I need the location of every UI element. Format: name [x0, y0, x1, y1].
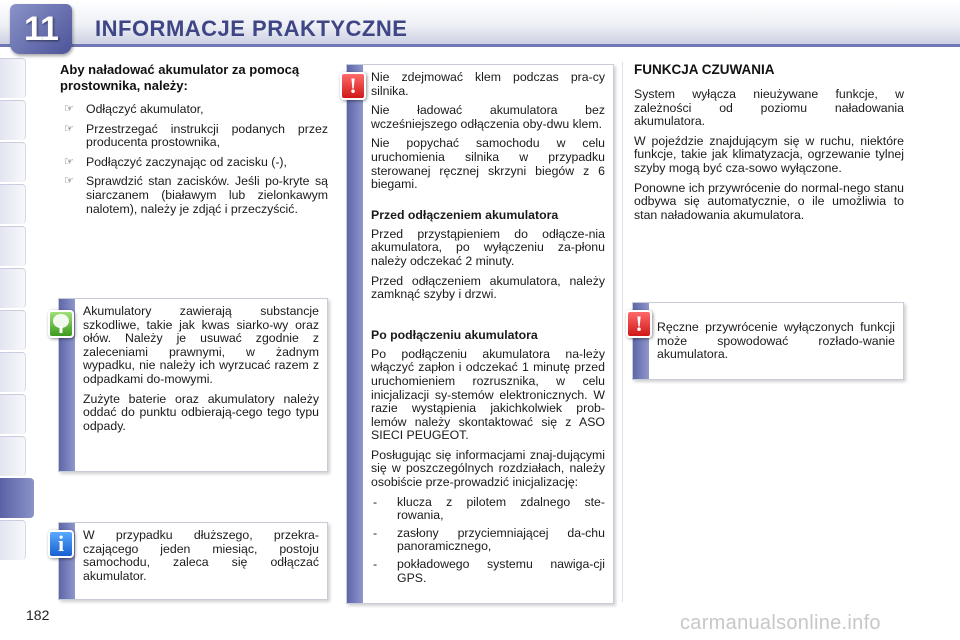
chapter-title: INFORMACJE PRAKTYCZNE	[95, 16, 408, 41]
tree-icon-shape	[50, 312, 72, 336]
after-connect-heading: Po podłączeniu akumulatora	[371, 327, 538, 342]
side-tab	[0, 58, 26, 98]
side-tab	[0, 100, 26, 140]
side-tab	[0, 268, 26, 308]
eco-note-text: Akumulatory zawierają substancje szkodliwe, takie jak kwas siarko-wy oraz ołów. Należy je usuwać zgodnie z zaleceniami prawnymi, w żadnym wypadku, nie należy ich wyrzucać razem z odpadkami do-mowymi. Zużyte baterie oraz akumulatory należy oddać do punktu odbierają-cego tego typu odpady.	[83, 304, 319, 433]
box-accent-bar	[347, 65, 363, 603]
header-rule	[0, 44, 960, 47]
side-tab	[0, 142, 26, 182]
info-note-text: W przypadku dłuższego, przekra-czającego jeden miesiąc, postoju samochodu, zaleca się odłączać akumulator.	[83, 528, 319, 583]
side-tab-active	[0, 478, 34, 518]
side-tab	[0, 184, 26, 224]
side-tab	[0, 520, 26, 560]
warning-box-battery	[346, 64, 614, 604]
side-tab	[0, 310, 26, 350]
side-tab	[0, 394, 26, 434]
side-tab	[0, 352, 26, 392]
warning-box-standby	[632, 302, 904, 380]
list-item: ☞ Podłączyć zaczynając od zacisku (-),	[64, 154, 287, 169]
charging-heading: Aby naładować akumulator za pomocą prostownika, należy:	[60, 62, 300, 93]
watermark: carmanualsonline.info	[680, 612, 881, 634]
list-item: - klucza z pilotem zdalnego ste-rowania,	[373, 494, 605, 523]
left-column	[60, 62, 328, 222]
list-item: - pokładowego systemu nawiga-cji GPS.	[373, 557, 605, 585]
warning-icon: !	[626, 310, 652, 338]
chapter-number: 11	[24, 10, 58, 48]
charging-steps	[60, 103, 328, 216]
pointing-hand-icon: ☞	[64, 155, 74, 168]
list-item: ☞ Przestrzegać instrukcji podanych przez producenta prostownika,	[64, 121, 328, 150]
standby-text: System wyłącza nieużywane funkcje, w zależności od poziomu naładowania akumulatora. W pojeździe znajdującym się w ruchu, niektóre funkcje, takie jak klimatyzacja, ogrzewanie tylnej szyby mogą być cza-sowo wyłączone. Ponowne ich przywrócenie do normal-nego stanu odbywa się automatycznie, o ile umożliwia to stan naładowania akumulatora.	[634, 87, 904, 222]
chapter-side-tabs	[0, 58, 30, 598]
info-icon: i	[48, 530, 74, 558]
tree-icon	[48, 310, 74, 338]
standby-warning-text: Ręczne przywrócenie wyłączonych funkcji może spowodować rozłado-wanie akumulatora.	[657, 320, 895, 362]
list-item: ☞ Odłączyć akumulator,	[64, 102, 204, 116]
standby-heading: FUNKCJA CZUWANIA	[634, 62, 775, 77]
pointing-hand-icon: ☞	[64, 122, 74, 135]
list-item: - zasłony przyciemniającej da-chu panoramicznego,	[373, 525, 605, 554]
list-item: ☞ Sprawdzić stan zacisków. Jeśli po-kryte są siarczanem (białawym lub zielonkawym nalotem), należy je zdjąć i przeczyścić.	[64, 174, 328, 216]
warning-box-text: Nie zdejmować klem podczas pra-cy silnika. Nie ładować akumulatora bez wcześniejszego odłączenia oby-dwu klem. Nie popychać samochodu w celu uruchomienia silnika w przypadku sterowanej ręcznej skrzyni biegów z 6 biegami. Przed odłączeniem akumulatora Przed przystąpieniem do odłącze-nia akumulatora, po wyłączeniu za-płonu należy odczekać 2 minuty. Przed odłączeniem akumulatora, należy zamknąć szyby i drzwi. Po podłączeniu akumulatora Po podłączeniu akumulatora na-leży włączyć zapłon i odczekać 1 minutę przed uruchomieniem rozrusznika, w celu inicjalizacji sy-stemów elektronicznych. W razie wystąpienia jakichkolwiek prob-lemów należy skontaktować się z ASO SIECI PEUGEOT. Posługując się informacjami znaj-dującymi się w poszczególnych rozdziałach, należy osobiście prze-prowadzić inicjalizację: - klucza z pilotem zdalnego ste-rowania, - zasłony przyciemniającej da-chu panoramicznego, - pokładowego systemu nawiga-cji GPS.	[371, 70, 605, 585]
side-tab	[0, 436, 26, 476]
pointing-hand-icon: ☞	[64, 175, 74, 188]
side-tab	[0, 226, 26, 266]
column-divider	[622, 62, 623, 602]
eco-note-box	[58, 298, 328, 472]
initialization-list	[371, 496, 605, 586]
before-disconnect-heading: Przed odłączeniem akumulatora	[371, 207, 559, 222]
warning-icon: !	[340, 72, 366, 100]
pointing-hand-icon: ☞	[64, 103, 74, 115]
page-number: 182	[26, 607, 50, 623]
info-note-box	[58, 522, 328, 600]
right-column	[634, 62, 904, 222]
